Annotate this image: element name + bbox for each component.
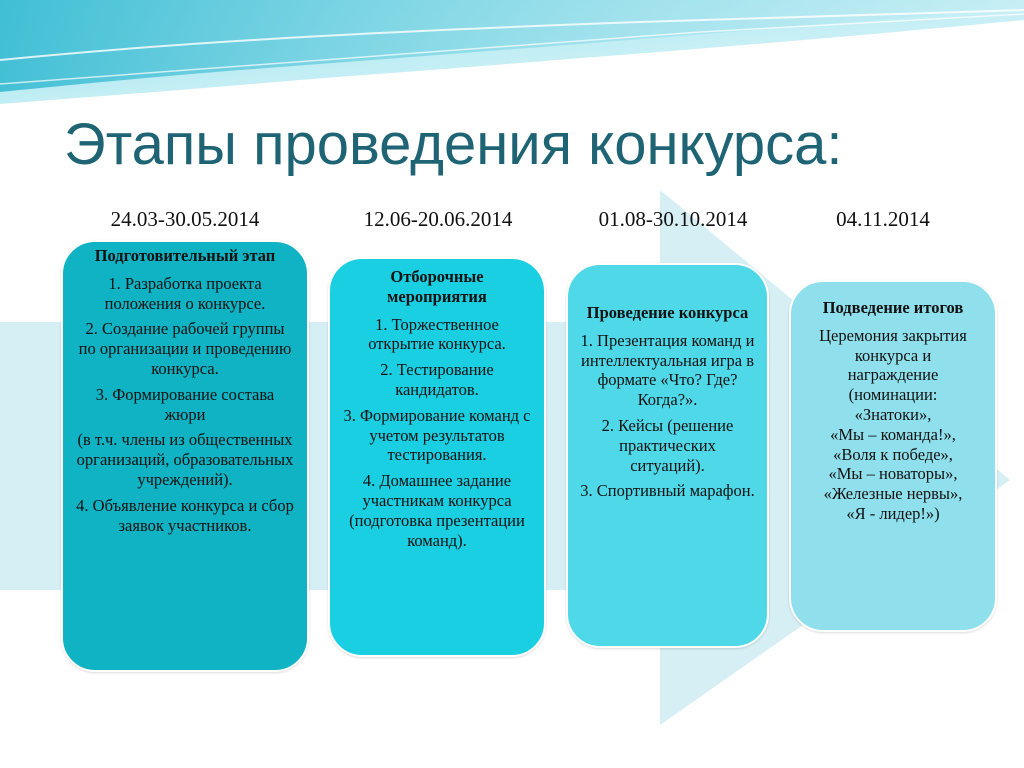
stage-item: 3. Формирование состава жюри — [95, 384, 275, 424]
stage-heading: Подведение итогов — [822, 298, 964, 317]
stage-item: «Я - лидер!») — [846, 503, 940, 523]
page-title: Этапы проведения конкурса: — [64, 112, 843, 177]
stage-card-results — [789, 280, 997, 632]
stage-date-3: 01.08-30.10.2014 — [598, 207, 748, 231]
top-wave-band — [0, 0, 1024, 110]
stage-date-1: 24.03-30.05.2014 — [110, 207, 260, 231]
stage-item: 2. Создание рабочей группы по организации и проведению конкурса. — [78, 319, 292, 378]
stage-heading: Проведение конкурса — [586, 303, 749, 322]
stage-heading: Подготовительный этап — [94, 246, 276, 265]
stage-card-preparatory — [61, 240, 309, 672]
stage-card-selection — [328, 257, 546, 657]
stage-item: «Мы – команда!», — [830, 424, 956, 444]
stage-heading: Отборочные мероприятия — [387, 267, 487, 306]
stage-item: 4. Объявление конкурса и сбор заявок участников. — [76, 495, 294, 535]
stage-card-contest — [566, 263, 769, 648]
stage-item: Церемония закрытия конкурса и награждение (номинации: — [819, 325, 967, 405]
stage-item: 2. Кейсы (решение практических ситуаций). — [601, 415, 734, 475]
stage-item: (в т.ч. члены из общественных организаций, образовательных учреждений). — [76, 430, 294, 489]
stage-item: «Мы – новаторы», — [828, 464, 958, 484]
stage-date-2: 12.06-20.06.2014 — [363, 207, 513, 231]
stage-item: 3. Формирование команд с учетом результатов тестирования. — [343, 405, 531, 465]
stage-item: 4. Домашнее задание участникам конкурса (подготовка презентации команд). — [349, 471, 525, 550]
stage-item: «Воля к победе», — [833, 444, 953, 464]
stage-item: 1. Разработка проекта положения о конкурсе. — [104, 273, 266, 313]
stage-item: «Железные нервы», — [823, 484, 963, 504]
stage-item: «Знатоки», — [854, 404, 932, 424]
stage-item: 2. Тестирование кандидатов. — [380, 360, 494, 399]
stage-item: 1. Торжественное открытие конкурса. — [368, 314, 506, 354]
stage-date-4: 04.11.2014 — [836, 207, 930, 231]
stage-item: 1. Презентация команд и интеллектуальная игра в формате «Что? Где? Когда?». — [580, 330, 755, 410]
stage-item: 3. Спортивный марафон. — [580, 481, 755, 501]
